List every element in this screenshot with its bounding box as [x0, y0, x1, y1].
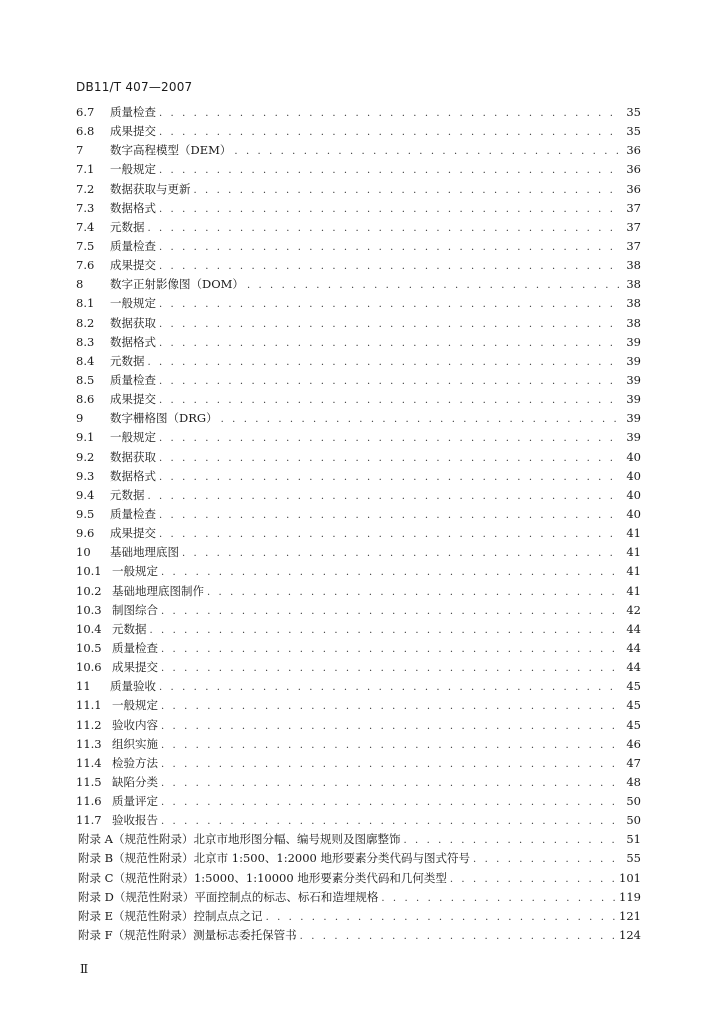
toc-entry-number: 11.4	[76, 755, 102, 770]
toc-dot-leader	[159, 453, 620, 464]
toc-entry-title: 基础地理底图	[110, 545, 179, 560]
toc-entry-page: 47	[626, 755, 641, 770]
toc-entry[interactable]	[76, 506, 641, 525]
toc-entry-number: 11.5	[76, 774, 102, 789]
toc-entry[interactable]	[76, 161, 641, 180]
toc-entry-page: 55	[626, 851, 641, 866]
toc-entry-title: 元数据	[110, 487, 145, 502]
toc-entry-title: 成果提交	[112, 660, 158, 675]
toc-entry-number: 9	[76, 411, 84, 426]
toc-entry[interactable]	[76, 295, 641, 314]
toc-entry-page: 51	[626, 832, 641, 847]
toc-dot-leader	[159, 204, 620, 215]
toc-entry[interactable]	[76, 487, 641, 506]
toc-entry-title: 成果提交	[110, 124, 156, 139]
toc-entry-title: 元数据	[110, 353, 145, 368]
toc-dot-leader	[247, 280, 620, 291]
toc-entry-number: 8.4	[76, 353, 95, 368]
toc-entry[interactable]	[76, 927, 641, 946]
toc-entry-title: 质量检查	[110, 372, 156, 387]
page-folio: Ⅱ	[80, 962, 89, 976]
toc-dot-leader	[207, 587, 620, 598]
toc-entry-title: 成果提交	[110, 392, 156, 407]
toc-dot-leader	[182, 548, 620, 559]
toc-entry-number: 10.2	[76, 583, 102, 598]
toc-entry-number: 7.3	[76, 200, 95, 215]
toc-entry-number: 7.4	[76, 219, 95, 234]
toc-dot-leader	[161, 721, 620, 732]
toc-entry[interactable]	[76, 353, 641, 372]
toc-entry[interactable]	[76, 908, 641, 927]
toc-entry-page: 39	[626, 372, 641, 387]
toc-dot-leader	[161, 606, 620, 617]
toc-entry-page: 35	[626, 105, 641, 119]
toc-entry-page: 119	[619, 889, 641, 904]
toc-entry-page: 39	[626, 411, 641, 426]
toc-entry-title: 验收内容	[112, 717, 158, 732]
toc-entry-number: 8.6	[76, 392, 95, 407]
toc-dot-leader	[159, 338, 620, 349]
toc-entry-title: 元数据	[112, 621, 147, 636]
toc-entry-title: 一般规定	[112, 564, 158, 579]
toc-entry-page: 36	[626, 162, 641, 177]
toc-entry[interactable]	[76, 870, 641, 889]
toc-dot-leader	[159, 127, 620, 138]
toc-entry-page: 40	[626, 506, 641, 521]
toc-entry-number: 10	[76, 545, 91, 560]
toc-dot-leader	[159, 376, 620, 387]
toc-entry-title: 质量评定	[112, 794, 158, 809]
toc-entry-number: 8	[76, 277, 84, 292]
toc-entry-page: 35	[626, 124, 641, 139]
toc-entry[interactable]	[76, 831, 641, 850]
toc-entry-number: 8.3	[76, 334, 95, 349]
toc-entry-page: 44	[626, 640, 641, 655]
toc-entry[interactable]	[76, 429, 641, 448]
toc-entry-number: 6.8	[76, 124, 95, 139]
toc-entry[interactable]	[76, 219, 641, 238]
toc-entry[interactable]	[76, 410, 641, 429]
toc-entry-page: 39	[626, 392, 641, 407]
toc-entry-page: 37	[626, 200, 641, 215]
toc-entry-title: 检验方法	[112, 755, 158, 770]
toc-entry-number: 10.1	[76, 564, 102, 579]
toc-entry-title: 附录 A（规范性附录）北京市地形图分幅、编号规则及图廓整饰	[78, 832, 401, 847]
toc-entry-page: 121	[619, 908, 641, 923]
toc-entry-number: 10.5	[76, 640, 102, 655]
toc-entry-title: 质量验收	[110, 679, 156, 694]
toc-entry-page: 48	[626, 774, 641, 789]
toc-dot-leader	[159, 242, 620, 253]
toc-entry[interactable]	[76, 181, 641, 200]
toc-entry-page: 101	[619, 870, 641, 885]
toc-entry-page: 40	[626, 449, 641, 464]
toc-entry-page: 50	[626, 813, 641, 828]
toc-entry-title: 质量检查	[110, 506, 156, 521]
toc-dot-leader	[161, 740, 620, 751]
toc-entry-number: 11.6	[76, 794, 102, 809]
toc-entry-number: 9.1	[76, 430, 95, 445]
toc-dot-leader	[161, 644, 620, 655]
toc-entry[interactable]	[76, 142, 641, 161]
toc-entry-title: 数字正射影像图（DOM）	[110, 277, 244, 292]
toc-entry-page: 124	[619, 928, 641, 943]
toc-entry-title: 数据获取	[110, 315, 156, 330]
toc-dot-leader	[450, 874, 616, 885]
toc-entry[interactable]	[76, 257, 641, 276]
toc-dot-leader	[148, 357, 621, 368]
toc-entry-number: 9.4	[76, 487, 95, 502]
toc-dot-leader	[266, 912, 616, 923]
toc-entry-number: 11.3	[76, 736, 102, 751]
toc-dot-leader	[234, 146, 620, 157]
toc-entry-page: 44	[626, 621, 641, 636]
toc-entry[interactable]	[76, 104, 641, 123]
toc-entry-title: 成果提交	[110, 526, 156, 541]
document-code-header: DB11/T 407—2007	[76, 80, 193, 94]
toc-dot-leader	[159, 299, 620, 310]
toc-entry-title: 附录 B（规范性附录）北京市 1:500、1:2000 地形要素分类代码与图式符号	[78, 851, 471, 866]
toc-entry[interactable]	[76, 640, 641, 659]
toc-entry-page: 40	[626, 468, 641, 483]
toc-entry-number: 7.2	[76, 181, 95, 196]
toc-entry-number: 7.5	[76, 238, 95, 253]
toc-entry-page: 38	[626, 258, 641, 273]
toc-entry-page: 40	[626, 487, 641, 502]
toc-dot-leader	[300, 931, 616, 942]
toc-entry-title: 成果提交	[110, 258, 156, 273]
toc-entry-title: 数据获取	[110, 449, 156, 464]
toc-entry-page: 38	[626, 277, 641, 292]
toc-entry-page: 41	[626, 526, 641, 541]
toc-dot-leader	[161, 567, 620, 578]
toc-dot-leader	[161, 759, 620, 770]
toc-entry-number: 11.1	[76, 698, 102, 713]
toc-entry-page: 39	[626, 353, 641, 368]
toc-entry[interactable]	[76, 736, 641, 755]
toc-dot-leader	[161, 701, 620, 712]
toc-entry[interactable]	[76, 391, 641, 410]
toc-dot-leader	[403, 835, 620, 846]
toc-dot-leader	[221, 414, 620, 425]
toc-entry-page: 38	[626, 296, 641, 311]
toc-dot-leader	[381, 893, 616, 904]
toc-entry-title: 缺陷分类	[112, 774, 158, 789]
toc-dot-leader	[159, 165, 620, 176]
toc-entry-title: 数字高程模型（DEM）	[110, 143, 232, 158]
toc-entry-page: 42	[626, 602, 641, 617]
toc-entry-number: 9.3	[76, 468, 95, 483]
toc-entry[interactable]	[76, 315, 641, 334]
toc-entry-number: 11	[76, 679, 91, 694]
toc-dot-leader	[194, 185, 621, 196]
toc-entry-number: 10.3	[76, 602, 102, 617]
toc-entry-title: 附录 E（规范性附录）控制点点之记	[78, 908, 263, 923]
toc-entry[interactable]	[76, 544, 641, 563]
toc-entry-number: 8.1	[76, 296, 95, 311]
toc-entry-number: 6.7	[76, 105, 95, 119]
toc-dot-leader	[159, 319, 620, 330]
toc-entry-number: 11.7	[76, 813, 102, 828]
toc-dot-leader	[148, 223, 621, 234]
toc-entry[interactable]	[76, 583, 641, 602]
toc-entry-title: 一般规定	[112, 698, 158, 713]
toc-dot-leader	[150, 625, 621, 636]
toc-entry[interactable]	[76, 334, 641, 353]
toc-entry-number: 9.5	[76, 506, 95, 521]
toc-entry-page: 41	[626, 583, 641, 598]
toc-entry-page: 37	[626, 238, 641, 253]
toc-dot-leader	[159, 108, 620, 119]
toc-entry-title: 附录 C（规范性附录）1:5000、1:10000 地形要素分类代码和几何类型	[78, 870, 447, 885]
toc-entry-title: 质量检查	[112, 640, 158, 655]
toc-entry-page: 36	[626, 181, 641, 196]
toc-entry[interactable]	[76, 793, 641, 812]
toc-entry[interactable]	[76, 123, 641, 142]
toc-entry-page: 36	[626, 143, 641, 158]
toc-entry-title: 附录 D（规范性附录）平面控制点的标志、标石和造埋规格	[78, 889, 379, 904]
toc-entry[interactable]	[76, 238, 641, 257]
toc-entry-title: 一般规定	[110, 296, 156, 311]
toc-entry-title: 附录 F（规范性附录）测量标志委托保管书	[78, 928, 297, 943]
toc-entry[interactable]	[76, 563, 641, 582]
toc-entry-number: 10.6	[76, 660, 102, 675]
toc-entry[interactable]	[76, 697, 641, 716]
toc-entry-title: 数据格式	[110, 200, 156, 215]
toc-entry-page: 46	[626, 736, 641, 751]
toc-entry-title: 数据格式	[110, 468, 156, 483]
toc-entry-page: 39	[626, 334, 641, 349]
toc-entry[interactable]	[76, 468, 641, 487]
toc-entry-number: 10.4	[76, 621, 102, 636]
toc-entry-title: 组织实施	[112, 736, 158, 751]
toc-entry[interactable]	[76, 449, 641, 468]
toc-entry-page: 41	[626, 545, 641, 560]
toc-dot-leader	[159, 395, 620, 406]
toc-dot-leader	[159, 682, 620, 693]
toc-entry-page: 37	[626, 219, 641, 234]
toc-entry-title: 验收报告	[112, 813, 158, 828]
toc-entry-number: 7	[76, 143, 84, 158]
toc-dot-leader	[159, 433, 620, 444]
toc-entry-title: 数据获取与更新	[110, 181, 191, 196]
toc-entry[interactable]	[76, 717, 641, 736]
toc-entry-title: 质量检查	[110, 238, 156, 253]
toc-entry-number: 9.6	[76, 526, 95, 541]
toc-entry[interactable]	[76, 889, 641, 908]
toc-entry-title: 基础地理底图制作	[112, 583, 204, 598]
toc-entry[interactable]	[76, 602, 641, 621]
toc-entry-page: 45	[626, 717, 641, 732]
toc-entry-title: 一般规定	[110, 162, 156, 177]
toc-entry-page: 45	[626, 679, 641, 694]
toc-entry-page: 39	[626, 430, 641, 445]
toc-entry[interactable]	[76, 755, 641, 774]
toc-entry-page: 45	[626, 698, 641, 713]
toc-entry-title: 质量检查	[110, 105, 156, 119]
toc-entry[interactable]	[76, 621, 641, 640]
toc-entry-number: 8.5	[76, 372, 95, 387]
toc-entry-number: 11.2	[76, 717, 102, 732]
toc-entry-page: 38	[626, 315, 641, 330]
toc-entry[interactable]	[76, 659, 641, 678]
toc-entry-number: 7.6	[76, 258, 95, 273]
toc-entry-title: 数字栅格图（DRG）	[110, 411, 218, 426]
toc-entry-page: 50	[626, 794, 641, 809]
toc-entry-title: 一般规定	[110, 430, 156, 445]
toc-entry[interactable]	[76, 678, 641, 697]
toc-entry[interactable]	[76, 774, 641, 793]
toc-dot-leader	[161, 816, 620, 827]
toc-entry-title: 数据格式	[110, 334, 156, 349]
toc-dot-leader	[159, 472, 620, 483]
toc-entry[interactable]	[76, 850, 641, 869]
toc-dot-leader	[159, 529, 620, 540]
toc-dot-leader	[159, 261, 620, 272]
toc-entry-title: 元数据	[110, 219, 145, 234]
toc-dot-leader	[159, 510, 620, 521]
table-of-contents	[76, 104, 641, 946]
toc-entry[interactable]	[76, 372, 641, 391]
toc-entry[interactable]	[76, 200, 641, 219]
toc-entry-number: 8.2	[76, 315, 95, 330]
toc-dot-leader	[473, 854, 620, 865]
toc-entry-number: 7.1	[76, 162, 95, 177]
toc-entry-title: 制图综合	[112, 602, 158, 617]
toc-entry-page: 41	[626, 564, 641, 579]
toc-dot-leader	[161, 797, 620, 808]
toc-entry-number: 9.2	[76, 449, 95, 464]
toc-entry[interactable]	[76, 812, 641, 831]
toc-entry[interactable]	[76, 525, 641, 544]
toc-dot-leader	[161, 778, 620, 789]
toc-entry[interactable]	[76, 276, 641, 295]
toc-entry-page: 44	[626, 660, 641, 675]
toc-dot-leader	[161, 663, 620, 674]
toc-dot-leader	[148, 491, 621, 502]
